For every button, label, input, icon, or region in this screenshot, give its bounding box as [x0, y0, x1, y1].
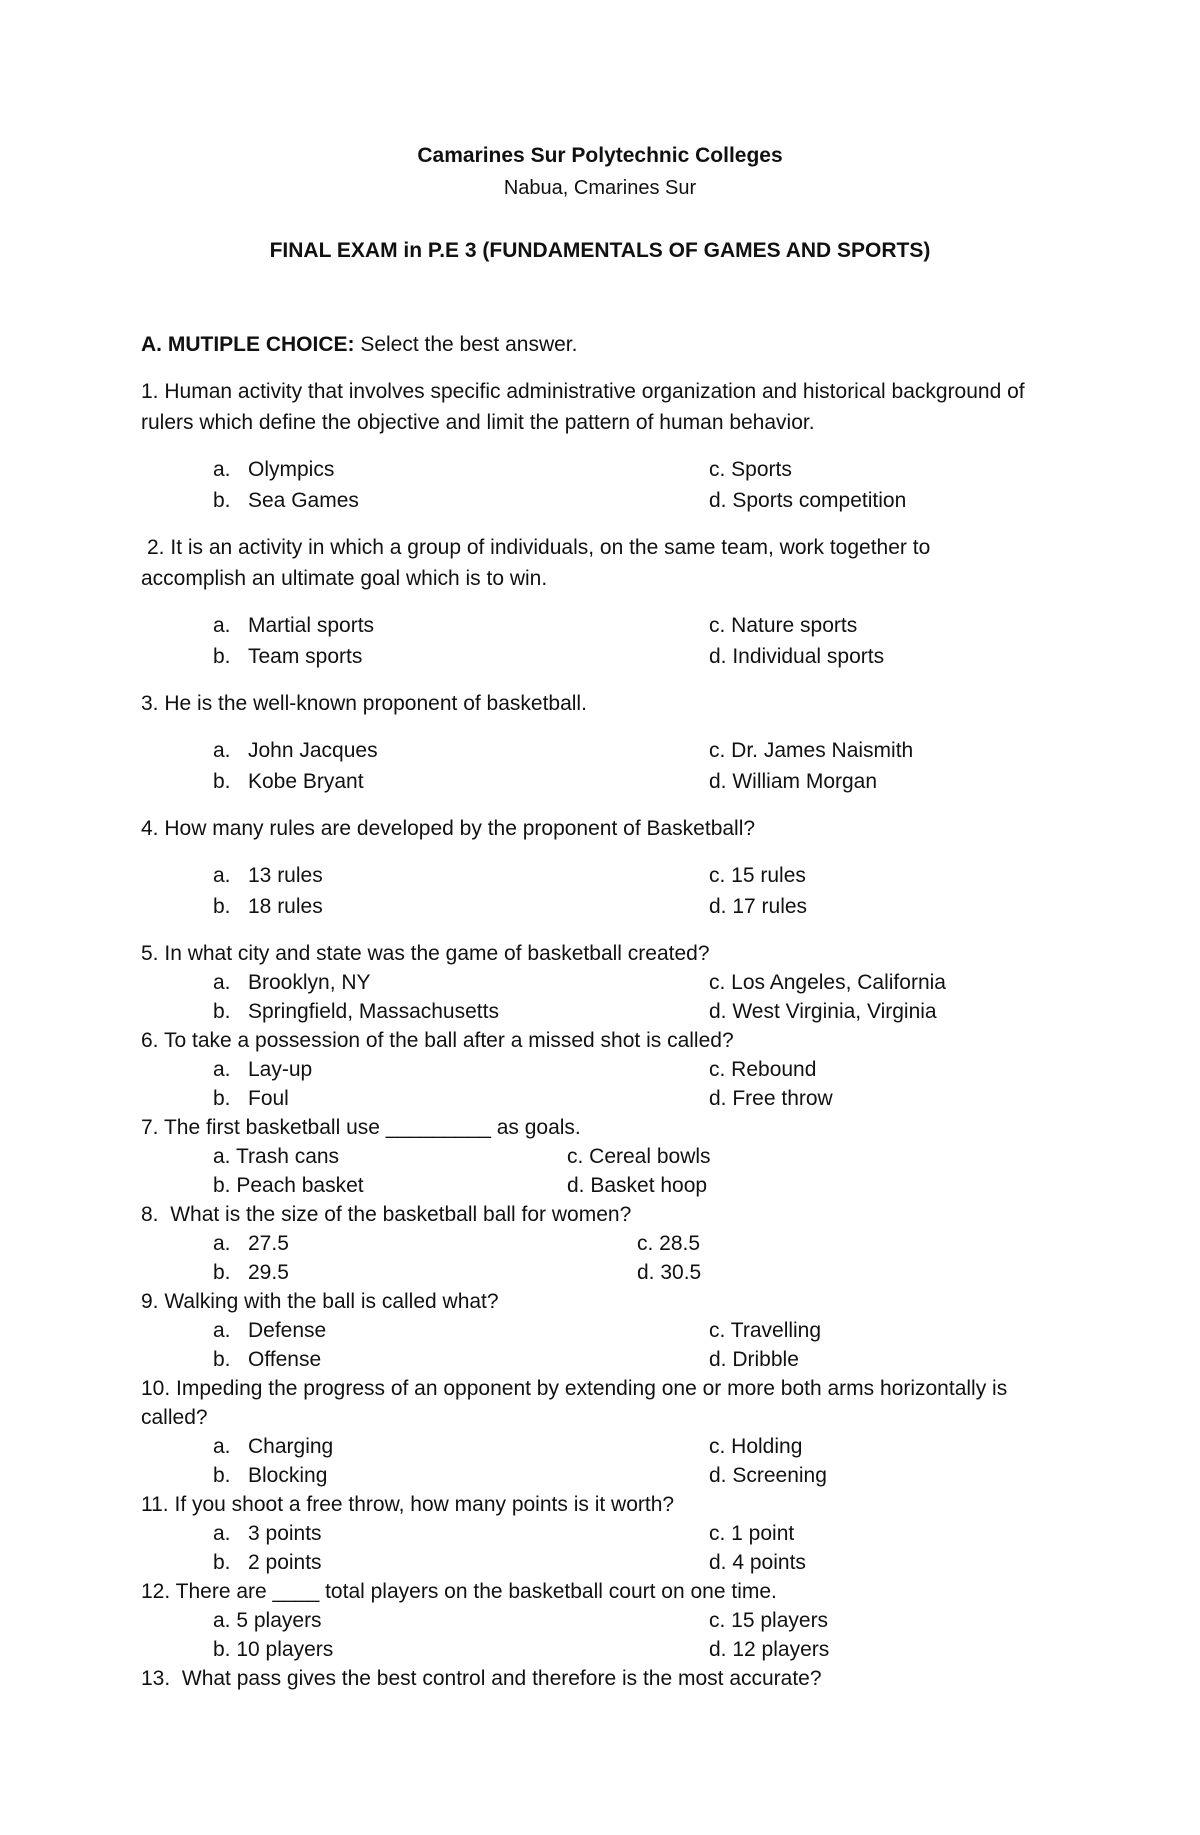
question-text: It is an activity in which a group of individuals, on the same team, work together to	[170, 536, 931, 559]
question-2-line-2: accomplish an ultimate goal which is to win.	[141, 567, 548, 590]
question-number: 4.	[141, 817, 159, 840]
choice-text: Olympics	[248, 458, 335, 481]
question-text: There are ____ total players on the basketball court on one time.	[175, 1580, 777, 1603]
choice: c. Los Angeles, California	[709, 971, 946, 994]
choice: c. 15 players	[709, 1609, 829, 1632]
question-13	[141, 1666, 822, 1692]
question-number: 8.	[141, 1203, 159, 1226]
section-instruction: Select the best answer.	[354, 333, 578, 356]
choice: d. 12 players	[709, 1638, 830, 1661]
choice: c. 1 point	[709, 1522, 795, 1545]
choice: c. Sports	[709, 458, 792, 481]
choice-letter: b.	[213, 1464, 231, 1487]
question-number: 1.	[141, 380, 159, 403]
choice-letter: b.	[213, 1261, 231, 1284]
choice-text: Offense	[248, 1348, 322, 1371]
question-text: He is the well-known proponent of basketball.	[164, 692, 587, 715]
choice: a. Trash cans	[213, 1145, 340, 1168]
choice-letter: b.	[213, 1000, 231, 1023]
choice-letter: a.	[213, 1232, 231, 1255]
question-number: 3.	[141, 692, 159, 715]
question-11	[141, 1492, 674, 1518]
choice-text: John Jacques	[248, 739, 378, 762]
choice: d. Free throw	[709, 1087, 833, 1110]
question-number: 12.	[141, 1580, 171, 1603]
question-8	[141, 1202, 631, 1228]
choice: d. 17 rules	[709, 895, 808, 918]
choice-letter: b.	[213, 1551, 231, 1574]
question-1	[141, 379, 1025, 405]
question-10	[141, 1376, 1007, 1402]
choice: c. Holding	[709, 1435, 803, 1458]
question-number: 5.	[141, 942, 159, 965]
question-10-line-2: called?	[141, 1406, 208, 1429]
choice: b. Peach basket	[213, 1174, 364, 1197]
choice-letter: b.	[213, 1087, 231, 1110]
question-text: To take a possession of the ball after a missed shot is called?	[163, 1029, 734, 1052]
question-number: 6.	[141, 1029, 159, 1052]
choice-letter: a.	[213, 1435, 231, 1458]
choice-text: 18 rules	[248, 895, 323, 918]
choice-text: 27.5	[248, 1232, 289, 1255]
question-2	[147, 535, 930, 561]
question-number: 7.	[141, 1116, 159, 1139]
choice: d. 30.5	[637, 1261, 702, 1284]
choice-letter: b.	[213, 489, 231, 512]
question-12	[141, 1579, 777, 1605]
choice-letter: a.	[213, 458, 231, 481]
question-text: Walking with the ball is called what?	[164, 1290, 499, 1313]
choice: d. 4 points	[709, 1551, 806, 1574]
question-4	[141, 816, 755, 842]
question-5	[141, 941, 710, 967]
choice-text: 3 points	[248, 1522, 322, 1545]
question-number: 2.	[147, 536, 165, 559]
question-text: If you shoot a free throw, how many points is it worth?	[174, 1493, 675, 1516]
choice-letter: a.	[213, 971, 231, 994]
choice: d. Basket hoop	[567, 1174, 708, 1197]
choice-letter: a.	[213, 1319, 231, 1342]
choice-text: Foul	[248, 1087, 289, 1110]
choice-text: 29.5	[248, 1261, 289, 1284]
question-number: 13.	[141, 1667, 171, 1690]
question-3	[141, 691, 587, 717]
question-9	[141, 1289, 499, 1315]
choice: a. 5 players	[213, 1609, 322, 1632]
choice-text: 2 points	[248, 1551, 322, 1574]
question-1-line-2: rulers which define the objective and limit the pattern of human behavior.	[141, 411, 815, 434]
choice-letter: b.	[213, 770, 231, 793]
section-heading	[141, 332, 577, 358]
choice: c. 15 rules	[709, 864, 806, 887]
choice-text: Defense	[248, 1319, 327, 1342]
question-number: 9.	[141, 1290, 159, 1313]
question-text: Human activity that involves specific administrative organization and historical background of	[164, 380, 1025, 403]
question-7	[141, 1115, 581, 1141]
school-name: Camarines Sur Polytechnic Colleges	[417, 144, 783, 167]
choice-text: Blocking	[248, 1464, 328, 1487]
choice-text: Charging	[248, 1435, 334, 1458]
choice-text: Sea Games	[248, 489, 359, 512]
section-label: A. MUTIPLE CHOICE:	[141, 333, 355, 356]
choice-text: Springfield, Massachusetts	[248, 1000, 499, 1023]
choice-letter: a.	[213, 1522, 231, 1545]
question-text: What pass gives the best control and therefore is the most accurate?	[181, 1667, 822, 1690]
choice-text: Brooklyn, NY	[248, 971, 371, 994]
question-text: How many rules are developed by the proponent of Basketball?	[164, 817, 756, 840]
choice-text: Martial sports	[248, 614, 375, 637]
choice-letter: b.	[213, 895, 231, 918]
choice-text: Lay-up	[248, 1058, 313, 1081]
exam-title: FINAL EXAM in P.E 3 (FUNDAMENTALS OF GAMES AND SPORTS)	[269, 239, 931, 262]
question-text: Impeding the progress of an opponent by extending one or more both arms horizontally is	[176, 1377, 1008, 1400]
question-text: The first basketball use _________ as goals.	[163, 1116, 581, 1139]
choice-text: Team sports	[248, 645, 363, 668]
choice: d. Sports competition	[709, 489, 907, 512]
choice-text: Kobe Bryant	[248, 770, 364, 793]
choice: d. Dribble	[709, 1348, 799, 1371]
choice: d. Individual sports	[709, 645, 885, 668]
choice-text: 13 rules	[248, 864, 323, 887]
choice-letter: a.	[213, 1058, 231, 1081]
choice: c. Rebound	[709, 1058, 817, 1081]
choice: c. 28.5	[637, 1232, 701, 1255]
choice-letter: b.	[213, 1348, 231, 1371]
choice: d. West Virginia, Virginia	[709, 1000, 937, 1023]
choice-letter: a.	[213, 739, 231, 762]
choice: d. William Morgan	[709, 770, 878, 793]
choice: c. Nature sports	[709, 614, 858, 637]
question-text: In what city and state was the game of basketball created?	[164, 942, 710, 965]
choice: c. Dr. James Naismith	[709, 739, 914, 762]
question-6	[141, 1028, 734, 1054]
choice-letter: b.	[213, 645, 231, 668]
choice: c. Cereal bowls	[567, 1145, 711, 1168]
choice-letter: a.	[213, 614, 231, 637]
choice: c. Travelling	[709, 1319, 822, 1342]
question-number: 11.	[141, 1493, 169, 1516]
choice: b. 10 players	[213, 1638, 334, 1661]
question-text: What is the size of the basketball ball for women?	[170, 1203, 632, 1226]
school-location: Nabua, Cmarines Sur	[503, 177, 697, 199]
choice: d. Screening	[709, 1464, 827, 1487]
question-number: 10.	[141, 1377, 171, 1400]
choice-letter: a.	[213, 864, 231, 887]
